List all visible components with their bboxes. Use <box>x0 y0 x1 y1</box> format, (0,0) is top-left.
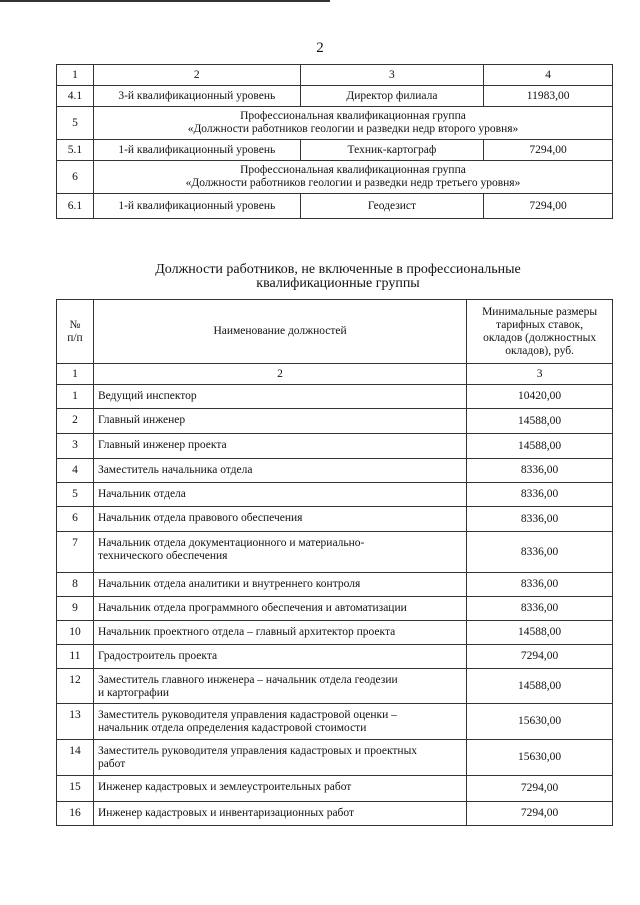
salary-value: 14588,00 <box>467 409 613 434</box>
salary-value: 8336,00 <box>467 597 613 621</box>
row-number: 7 <box>57 532 94 573</box>
position-name <box>93 645 466 669</box>
header-cell: 2 <box>93 65 300 86</box>
table-row <box>57 140 613 161</box>
group-title-line: «Должности работников геологии и разведки недр третьего уровня» <box>185 177 521 189</box>
position-name-line: Начальник отдела программного обеспечения и автоматизации <box>97 602 407 614</box>
row-number: 12 <box>57 669 94 704</box>
row-number: 16 <box>57 802 94 826</box>
position-name <box>93 459 466 483</box>
position-name: Директор филиала <box>300 86 484 107</box>
table-row <box>57 740 613 776</box>
table-row <box>57 597 613 621</box>
header-salary-line: окладов (должностных <box>483 331 597 344</box>
group-title <box>93 161 612 194</box>
group-row <box>57 107 613 140</box>
position-name-line: Инженер кадастровых и землеустроительных работ <box>97 781 352 793</box>
position-name-line: начальник отдела определения кадастровой стоимости <box>97 722 367 734</box>
qualification-level: 3-й квалификационный уровень <box>93 86 300 107</box>
table-row <box>57 802 613 826</box>
row-number: 1 <box>57 385 94 409</box>
section-heading <box>0 263 640 291</box>
position-name <box>93 597 466 621</box>
row-number: 4.1 <box>57 86 94 107</box>
position-name <box>93 621 466 645</box>
table-row <box>57 385 613 409</box>
position-name <box>93 573 466 597</box>
section-heading-line: квалификационные группы <box>256 276 420 291</box>
position-name: Техник-картограф <box>300 140 484 161</box>
salary-value: 8336,00 <box>467 532 613 573</box>
salary-value: 8336,00 <box>467 483 613 507</box>
qualification-level: 1-й квалификационный уровень <box>93 140 300 161</box>
salary-value: 15630,00 <box>467 740 613 776</box>
table-row <box>57 621 613 645</box>
salary-value: 7294,00 <box>467 802 613 826</box>
salary-value: 8336,00 <box>467 573 613 597</box>
positions-table <box>56 299 613 826</box>
header-number-line: № <box>69 318 81 331</box>
table-header-row <box>57 65 613 86</box>
position-name <box>93 802 466 826</box>
position-name-line: работ <box>97 758 126 770</box>
salary-value: 14588,00 <box>467 669 613 704</box>
group-title-line: «Должности работников геологии и разведки недр второго уровня» <box>187 123 519 135</box>
row-number: 9 <box>57 597 94 621</box>
column-number-row <box>57 364 613 385</box>
row-number: 8 <box>57 573 94 597</box>
group-title-line: Профессиональная квалификационная группа <box>240 164 466 176</box>
position-name <box>93 740 466 776</box>
row-number: 10 <box>57 621 94 645</box>
position-name-line: технического обеспечения <box>97 550 228 562</box>
position-name <box>93 409 466 434</box>
position-name-line: Градостроитель проекта <box>97 650 218 662</box>
page-number: 2 <box>316 40 324 56</box>
salary-value: 7294,00 <box>467 776 613 802</box>
header-number-line: п/п <box>67 331 83 344</box>
column-number: 1 <box>57 364 94 385</box>
header-name-cell: Наименование должностей <box>93 300 466 364</box>
position-name-line: Заместитель главного инженера – начальник отдела геодезии <box>97 674 398 686</box>
row-number: 6 <box>57 161 94 194</box>
position-name-line: Заместитель начальника отдела <box>97 464 253 476</box>
table-row <box>57 459 613 483</box>
column-number: 3 <box>467 364 613 385</box>
row-number: 6.1 <box>57 194 94 219</box>
column-number: 2 <box>93 364 466 385</box>
table-row <box>57 507 613 532</box>
position-name-line: Заместитель руководителя управления кадастровых и проектных <box>97 745 418 757</box>
group-row <box>57 161 613 194</box>
top-rule <box>0 0 330 2</box>
positions-body <box>57 385 613 826</box>
position-name-line: Начальник проектного отдела – главный архитектор проекта <box>97 626 396 638</box>
salary-value: 10420,00 <box>467 385 613 409</box>
group-title <box>93 107 612 140</box>
salary-value: 7294,00 <box>467 645 613 669</box>
position-name-line: Главный инженер проекта <box>97 439 227 451</box>
position-name <box>93 669 466 704</box>
row-number: 3 <box>57 434 94 459</box>
table-row <box>57 532 613 573</box>
salary-value: 8336,00 <box>467 507 613 532</box>
section-heading-line: Должности работников, не включенные в профессиональные <box>155 262 521 277</box>
qualification-groups-table <box>56 64 613 219</box>
row-number: 13 <box>57 704 94 740</box>
table-row <box>57 704 613 740</box>
position-name-line: Ведущий инспектор <box>97 390 197 402</box>
table-row <box>57 573 613 597</box>
row-number: 4 <box>57 459 94 483</box>
position-name <box>93 385 466 409</box>
position-name: Геодезист <box>300 194 484 219</box>
header-cell: 1 <box>57 65 94 86</box>
position-name <box>93 483 466 507</box>
position-name-line: Начальник отдела документационного и материально- <box>97 537 365 549</box>
header-salary-cell <box>467 300 613 364</box>
row-number: 6 <box>57 507 94 532</box>
row-number: 5.1 <box>57 140 94 161</box>
header-salary-line: Минимальные размеры <box>482 305 598 318</box>
row-number: 5 <box>57 483 94 507</box>
position-name <box>93 704 466 740</box>
position-name-line: Главный инженер <box>97 414 186 426</box>
position-name-line: Начальник отдела <box>97 488 186 500</box>
group-title-line: Профессиональная квалификационная группа <box>240 110 466 122</box>
table-row <box>57 86 613 107</box>
header-cell: 4 <box>484 65 613 86</box>
position-name <box>93 532 466 573</box>
header-salary-line: окладов), руб. <box>505 344 574 357</box>
position-name-line: Заместитель руководителя управления кадастровой оценки – <box>97 709 397 721</box>
salary-value: 11983,00 <box>484 86 613 107</box>
header-number-cell <box>57 300 94 364</box>
table-row <box>57 409 613 434</box>
position-name <box>93 434 466 459</box>
table-row <box>57 645 613 669</box>
position-name-line: Начальник отдела аналитики и внутреннего контроля <box>97 578 361 590</box>
salary-value: 8336,00 <box>467 459 613 483</box>
header-salary-line: тарифных ставок, <box>496 318 584 331</box>
salary-value: 15630,00 <box>467 704 613 740</box>
salary-value: 14588,00 <box>467 621 613 645</box>
row-number: 5 <box>57 107 94 140</box>
position-name <box>93 507 466 532</box>
row-number: 2 <box>57 409 94 434</box>
table-row <box>57 776 613 802</box>
row-number: 15 <box>57 776 94 802</box>
table-row <box>57 483 613 507</box>
position-name-line: и картографии <box>97 687 170 699</box>
table-header-row <box>57 300 613 364</box>
salary-value: 7294,00 <box>484 140 613 161</box>
position-name <box>93 776 466 802</box>
position-name-line: Начальник отдела правового обеспечения <box>97 512 303 524</box>
table-row <box>57 434 613 459</box>
salary-value: 14588,00 <box>467 434 613 459</box>
salary-value: 7294,00 <box>484 194 613 219</box>
qualification-level: 1-й квалификационный уровень <box>93 194 300 219</box>
header-cell: 3 <box>300 65 484 86</box>
position-name-line: Инженер кадастровых и инвентаризационных работ <box>97 807 355 819</box>
table-row <box>57 194 613 219</box>
table-row <box>57 669 613 704</box>
row-number: 14 <box>57 740 94 776</box>
row-number: 11 <box>57 645 94 669</box>
